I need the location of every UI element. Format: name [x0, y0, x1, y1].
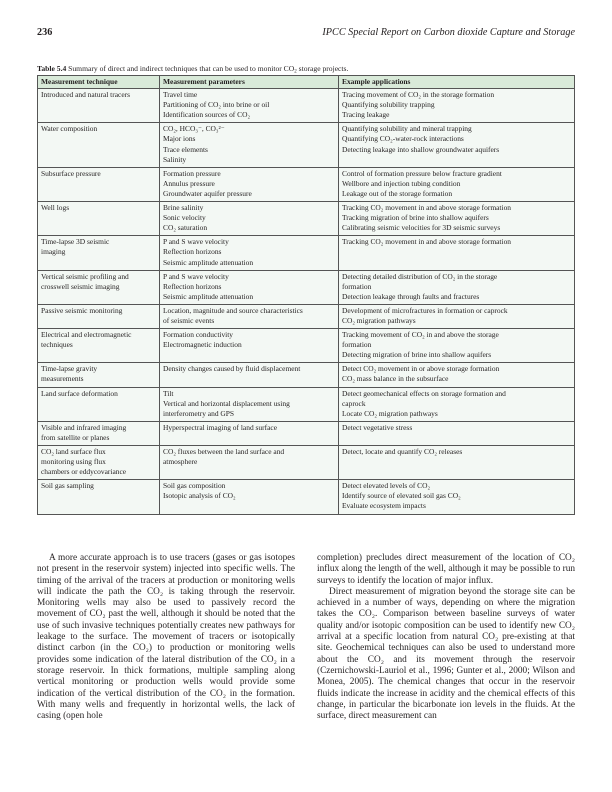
parameters-cell [160, 480, 339, 514]
parameters-cell [160, 123, 339, 167]
cell-line: from satellite or planes [41, 432, 110, 442]
technique-cell [38, 123, 160, 167]
cell-line: Trace elements [163, 144, 208, 154]
cell-line: Control of formation pressure below fracture gradient [342, 168, 502, 178]
cell-line: caprock [342, 398, 366, 408]
table-caption-text: Summary of direct and indirect techniques that can be used to monitor CO [66, 64, 295, 73]
cell-line: Formation pressure [163, 168, 221, 178]
cell-line: Detect, locate and quantify CO₂ releases [342, 447, 463, 456]
technique-cell [38, 89, 160, 123]
technique-cell [38, 202, 160, 236]
cell-line: Detecting detailed distribution of CO₂ in the storage [342, 271, 498, 281]
cell-line: Salinity [163, 154, 187, 164]
cell-line: chambers or eddycovariance [41, 467, 127, 477]
applications-cell [339, 236, 575, 270]
applications-cell [339, 329, 575, 363]
table-row [38, 304, 575, 328]
column-header-parameters: Measurement parameters [160, 76, 339, 89]
table-caption-label: Table 5.4 [37, 64, 67, 73]
cell-line: Groundwater aquifer pressure [163, 188, 252, 198]
cell-line: CO₂ land surface flux [41, 447, 106, 456]
cell-line: Sonic velocity [163, 213, 206, 223]
table-row [38, 421, 575, 445]
technique-cell [38, 446, 160, 480]
cell-line: crosswell seismic imaging [41, 281, 120, 291]
cell-line: Electrical and electromagnetic [41, 330, 132, 340]
paragraph: A more accurate approach is to use tracers (gases or gas isotopes not present in the reservoir system) injected into specific wells. The timing of the arrival of the tracers at production or monitoring wells will indicate the path the CO₂ is taking through the reservoir. Monitoring wells may also be used to passively record the movement of CO₂ past the well, although it should be noted that the use of such invasive techniques potentially creates new pathways for leakage to the surface. The movement of tracers or isotopically distinct carbon (in the CO₂) to production or monitoring wells provides some indication of the lateral distribution of the CO₂ in a storage reservoir. In thick formations, multiple sampling along vertical monitoring or production wells would provide some indication of the vertical distribution of the CO₂ in the formation. With many wells and frequently in horizontal wells, the lack of casing (open hole [37, 553, 295, 722]
cell-line: CO₂, HCO₃⁻, CO₃²⁻ [163, 124, 225, 134]
cell-line: Detect elevated levels of CO₂ [342, 481, 431, 491]
cell-line: techniques [41, 340, 73, 350]
cell-line: Tracking CO₂ movement in and above storage formation [342, 203, 512, 213]
table-caption: Table 5.4 Summary of direct and indirect techniques that can be used to monitor $CO_2$ storage projects. [37, 64, 349, 75]
cell-line: Evaluate ecosystem impacts [342, 501, 426, 511]
cell-line: Development of microfractures in formation or caprock [342, 305, 508, 315]
cell-line: Seismic amplitude attenuation [163, 257, 254, 267]
cell-line: Isotopic analysis of CO₂ [163, 491, 236, 501]
parameters-cell [160, 89, 339, 123]
cell-line: Wellbore and injection tubing condition [342, 178, 461, 188]
applications-cell [339, 304, 575, 328]
cell-line: Passive seismic monitoring [41, 305, 123, 315]
cell-line: interferometry and GPS [163, 408, 235, 418]
page-number: 236 [37, 27, 53, 38]
cell-line: Water composition [41, 124, 98, 134]
cell-line: CO₂ mass balance in the subsurface [342, 374, 449, 384]
cell-line: Vertical seismic profiling and [41, 271, 129, 281]
table-row [38, 89, 575, 123]
cell-line: Calibrating seismic velocities for 3D seismic surveys [342, 223, 501, 233]
cell-line: Seismic amplitude attenuation [163, 291, 254, 301]
paragraph: Direct measurement of migration beyond the storage site can be achieved in a number of ways, depending on where the migration takes the CO₂. Comparison between baseline surveys of water quality and/or isotopic composition can be used to identify new CO₂ arrival at a specific location from natural CO₂ pre-existing at that site. Geochemical techniques can also be used to understand more about the CO₂ and its movement through the reservoir (Czernichowski-Lauriol et al., 1996; Gunter et al., 2000; Wilson and Monea, 2005). The chemical changes that occur in the reservoir fluids indicate the increase in acidity and the chemical effects of this change, in particular the bicarbonate ion levels in the fluids. At the surface, direct measurement can [317, 586, 575, 722]
cell-line: Detecting leakage into shallow groundwater aquifers [342, 144, 500, 154]
cell-line: Time-lapse 3D seismic [41, 237, 110, 247]
applications-cell [339, 363, 575, 387]
cell-line: monitoring using flux [41, 457, 106, 467]
cell-line: CO₂ migration pathways [342, 315, 416, 325]
cell-line: Reflection horizons [163, 281, 222, 291]
cell-line: Well logs [41, 203, 70, 213]
cell-line: Tilt [163, 388, 174, 398]
cell-line: CO₂ saturation [163, 223, 208, 233]
table-row [38, 202, 575, 236]
technique-cell [38, 167, 160, 201]
applications-cell [339, 270, 575, 304]
cell-line: Major ions [163, 134, 196, 144]
technique-cell [38, 270, 160, 304]
applications-cell [339, 89, 575, 123]
cell-line: Identify source of elevated soil gas CO₂ [342, 491, 461, 501]
technique-cell [38, 387, 160, 421]
technique-cell [38, 304, 160, 328]
parameters-cell [160, 387, 339, 421]
page-header [37, 27, 575, 41]
cell-line: Brine salinity [163, 203, 204, 213]
parameters-cell [160, 202, 339, 236]
cell-line: CO₂ fluxes between the land surface and [163, 447, 285, 456]
cell-line: Locate CO₂ migration pathways [342, 408, 438, 418]
column-header-technique: Measurement technique [38, 76, 160, 89]
cell-line: Soil gas sampling [41, 481, 94, 491]
cell-line: Tracking movement of CO₂ in and above the storage [342, 330, 499, 340]
applications-cell [339, 446, 575, 480]
cell-line: Location, magnitude and source characteristics [163, 305, 303, 315]
table-row [38, 270, 575, 304]
right-column [317, 553, 575, 722]
cell-line: Density changes caused by fluid displacement [163, 364, 301, 374]
cell-line: Annulus pressure [163, 178, 215, 188]
cell-line: measurements [41, 374, 84, 384]
cell-line: P and S wave velocity [163, 271, 229, 281]
table-row [38, 387, 575, 421]
cell-line: Quantifying solubility and mineral trapping [342, 124, 472, 134]
cell-line: Quantifying solubility trapping [342, 100, 435, 110]
cell-line: Land surface deformation [41, 388, 118, 398]
applications-cell [339, 123, 575, 167]
cell-line: Tracing movement of CO₂ in the storage formation [342, 90, 495, 100]
cell-line: Tracing leakage [342, 110, 390, 120]
cell-line: imaging [41, 247, 66, 257]
cell-line: Quantifying CO₂-water-rock interactions [342, 134, 464, 144]
table-row [38, 329, 575, 363]
cell-line: Soil gas composition [163, 481, 226, 491]
parameters-cell [160, 446, 339, 480]
cell-line: formation [342, 281, 372, 291]
parameters-cell [160, 363, 339, 387]
cell-line: Travel time [163, 90, 198, 100]
table-body [38, 89, 575, 514]
technique-cell [38, 363, 160, 387]
cell-line: Vertical and horizontal displacement using [163, 398, 290, 408]
cell-line: Electromagnetic induction [163, 340, 242, 350]
cell-line: P and S wave velocity [163, 237, 229, 247]
parameters-cell [160, 329, 339, 363]
cell-line: Leakage out of the storage formation [342, 188, 453, 198]
table-row [38, 363, 575, 387]
parameters-cell [160, 270, 339, 304]
left-column [37, 553, 295, 722]
paragraph: completion) precludes direct measurement of the location of CO₂ influx along the length of the well, although it may be possible to run surveys to identify the location of major influx. [317, 553, 575, 586]
cell-line: Detection leakage through faults and fractures [342, 291, 480, 301]
cell-line: Detect vegetative stress [342, 422, 413, 432]
cell-line: Detecting migration of brine into shallow aquifers [342, 350, 492, 360]
table-header-row [38, 76, 575, 89]
technique-cell [38, 329, 160, 363]
applications-cell [339, 167, 575, 201]
cell-line: formation [342, 340, 372, 350]
applications-cell [339, 480, 575, 514]
table-row [38, 446, 575, 480]
cell-line: Time-lapse gravity [41, 364, 98, 374]
table-row [38, 167, 575, 201]
cell-line: atmosphere [163, 457, 198, 467]
parameters-cell [160, 421, 339, 445]
parameters-cell [160, 304, 339, 328]
cell-line: Subsurface pressure [41, 168, 101, 178]
cell-line: Introduced and natural tracers [41, 90, 130, 100]
cell-line: Tracking CO₂ movement in and above storage formation [342, 237, 512, 247]
parameters-cell [160, 167, 339, 201]
cell-line: Hyperspectral imaging of land surface [163, 422, 277, 432]
technique-cell [38, 236, 160, 270]
table-row [38, 123, 575, 167]
running-title: IPCC Special Report on Carbon dioxide Capture and Storage [322, 27, 575, 38]
cell-line: Formation conductivity [163, 330, 234, 340]
cell-line: Detect geomechanical effects on storage formation and [342, 388, 506, 398]
technique-cell [38, 480, 160, 514]
technique-cell [38, 421, 160, 445]
cell-line: Tracking migration of brine into shallow aquifers [342, 213, 489, 223]
cell-line: Detect CO₂ movement in or above storage formation [342, 364, 500, 374]
table-row [38, 236, 575, 270]
applications-cell [339, 202, 575, 236]
cell-line: Reflection horizons [163, 247, 222, 257]
cell-line: Partitioning of CO₂ into brine or oil [163, 100, 270, 110]
monitoring-techniques-table [37, 75, 575, 515]
table-row [38, 480, 575, 514]
cell-line: Visible and infrared imaging [41, 422, 127, 432]
column-header-applications: Example applications [339, 76, 575, 89]
cell-line: of seismic events [163, 315, 215, 325]
cell-line: Identification sources of CO₂ [163, 110, 251, 120]
parameters-cell [160, 236, 339, 270]
applications-cell [339, 387, 575, 421]
applications-cell [339, 421, 575, 445]
